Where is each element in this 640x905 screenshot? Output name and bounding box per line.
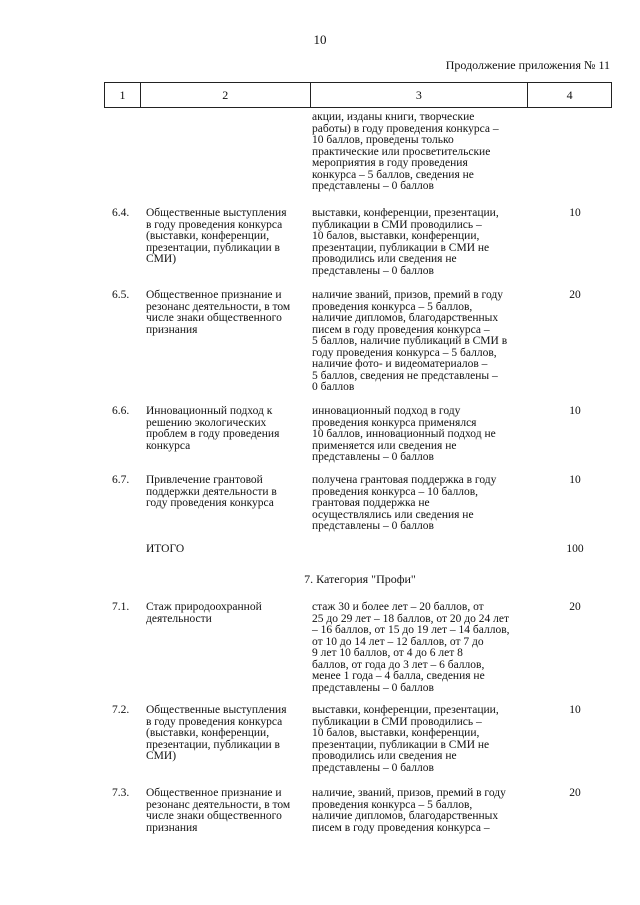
criteria-line: 10 балов, выставки, конференции, bbox=[312, 727, 480, 739]
total-points: 100 bbox=[566, 543, 584, 555]
criteria-line: практические или просветительские bbox=[312, 145, 491, 158]
row-number: 6.4. bbox=[112, 207, 130, 219]
criteria-line: наличие дипломов, благодарственных bbox=[312, 312, 499, 324]
criteria-line: выставки, конференции, презентации, bbox=[312, 704, 499, 716]
criteria-line: выставки, конференции, презентации, bbox=[312, 207, 499, 219]
indicator-line: в году проведения конкурса bbox=[146, 715, 283, 728]
row-criteria bbox=[312, 290, 528, 394]
row-criteria bbox=[312, 406, 528, 464]
row-points: 10 bbox=[569, 474, 581, 486]
indicator-line: Общественные выступления bbox=[146, 704, 287, 716]
row-indicator bbox=[146, 208, 302, 266]
criteria-line: проводились или сведения не bbox=[312, 253, 457, 265]
criteria-line: применяется или сведения не bbox=[312, 439, 457, 452]
criteria-line: – 16 баллов, от 15 до 19 лет – 14 баллов, bbox=[312, 624, 510, 636]
page-number: 10 bbox=[313, 32, 327, 47]
criteria-line: проведения конкурса – 10 баллов, bbox=[312, 485, 479, 498]
criteria-line: представлены – 0 баллов bbox=[312, 761, 434, 774]
row-indicator bbox=[146, 475, 302, 510]
column-header-3: 3 bbox=[310, 83, 528, 108]
criteria-line: 9 лет 10 баллов, от 4 до 6 лет 8 bbox=[312, 647, 463, 659]
criteria-line: акции, изданы книги, творческие bbox=[312, 111, 475, 123]
criteria-line: представлены – 0 баллов bbox=[312, 180, 434, 192]
criteria-line: осуществлялись или сведения не bbox=[312, 508, 474, 521]
row-points: 20 bbox=[569, 601, 581, 613]
indicator-line: СМИ) bbox=[146, 253, 177, 265]
criteria-line: наличие фото- и видеоматериалов – bbox=[312, 358, 488, 370]
row-points: 20 bbox=[569, 787, 581, 799]
criteria-line: публикации в СМИ проводились – bbox=[312, 715, 482, 728]
criteria-line: получена грантовая поддержка в году bbox=[312, 474, 497, 486]
row-points: 10 bbox=[569, 405, 581, 417]
criteria-line: 5 баллов, сведения не представлены – bbox=[312, 369, 498, 382]
indicator-line: признания bbox=[146, 323, 198, 336]
criteria-line: работы) в году проведения конкурса – bbox=[312, 122, 499, 135]
row-criteria bbox=[312, 705, 528, 774]
criteria-line: представлены – 0 баллов bbox=[312, 681, 434, 694]
indicator-line: (выставки, конференции, bbox=[146, 727, 270, 739]
criteria-line: году проведения конкурса – 5 баллов, bbox=[312, 346, 497, 359]
row-number: 7.3. bbox=[112, 787, 130, 799]
criteria-line: публикации в СМИ проводились – bbox=[312, 218, 482, 231]
indicator-line: Инновационный подход к bbox=[146, 405, 273, 417]
column-header-row bbox=[105, 83, 612, 108]
criteria-line: мероприятия в году проведения bbox=[312, 157, 468, 169]
criteria-line: проведения конкурса применялся bbox=[312, 416, 477, 429]
criteria-line: проводились или сведения не bbox=[312, 750, 457, 762]
indicator-line: Общественное признание и bbox=[146, 787, 282, 799]
criteria-line: наличие дипломов, благодарственных bbox=[312, 810, 499, 822]
indicator-line: презентации, публикации в bbox=[146, 241, 280, 254]
total-label: ИТОГО bbox=[146, 543, 185, 555]
criteria-line: 5 баллов, наличие публикаций в СМИ в bbox=[312, 335, 508, 347]
indicator-line: конкурса bbox=[146, 439, 191, 452]
row-number: 7.2. bbox=[112, 704, 130, 716]
row-points: 10 bbox=[569, 207, 581, 219]
criteria-line: менее 1 года – 4 балла, сведения не bbox=[312, 670, 485, 682]
row-indicator bbox=[146, 406, 302, 452]
indicator-line: проблем в году проведения bbox=[146, 428, 280, 440]
row-number: 6.6. bbox=[112, 405, 130, 417]
row-indicator bbox=[146, 705, 302, 763]
criteria-line: грантовая поддержка не bbox=[312, 497, 430, 509]
column-header-table bbox=[104, 82, 612, 108]
criteria-line: 0 баллов bbox=[312, 381, 355, 393]
criteria-line: представлены – 0 баллов bbox=[312, 451, 434, 463]
criteria-line: инновационный подход в году bbox=[312, 405, 461, 417]
row-indicator bbox=[146, 290, 302, 336]
indicator-line: числе знаки общественного bbox=[146, 810, 282, 822]
criteria-line: представлены – 0 баллов bbox=[312, 520, 434, 532]
row-criteria bbox=[312, 602, 528, 694]
row-number: 7.1. bbox=[112, 601, 130, 613]
indicator-line: Привлечение грантовой bbox=[146, 474, 263, 486]
row-number: 6.5. bbox=[112, 289, 130, 301]
indicator-line: Стаж природоохранной bbox=[146, 601, 262, 613]
indicator-line: (выставки, конференции, bbox=[146, 230, 270, 242]
section-heading: 7. Категория "Профи" bbox=[304, 572, 416, 586]
indicator-line: Общественное признание и bbox=[146, 289, 282, 301]
indicator-line: в году проведения конкурса bbox=[146, 218, 283, 231]
row-points: 20 bbox=[569, 289, 581, 301]
row-indicator bbox=[146, 788, 302, 834]
criteria-line: стаж 30 и более лет – 20 баллов, от bbox=[312, 601, 484, 613]
indicator-line: числе знаки общественного bbox=[146, 312, 282, 324]
indicator-line: презентации, публикации в bbox=[146, 738, 280, 751]
indicator-line: СМИ) bbox=[146, 750, 177, 762]
criteria-line: наличие званий, призов, премий в году bbox=[312, 289, 503, 301]
criteria-line: конкурса – 5 баллов, сведения не bbox=[312, 168, 474, 181]
indicator-line: Общественные выступления bbox=[146, 207, 287, 219]
criteria-line: наличие, званий, призов, премий в году bbox=[312, 787, 506, 799]
row-criteria bbox=[312, 208, 528, 277]
criteria-line: писем в году проведения конкурса – bbox=[312, 821, 490, 834]
criteria-line: 25 до 29 лет – 18 баллов, от 20 до 24 лет bbox=[312, 612, 510, 625]
row-criteria bbox=[312, 112, 528, 193]
row-points: 10 bbox=[569, 704, 581, 716]
indicator-line: деятельности bbox=[146, 612, 212, 625]
indicator-line: признания bbox=[146, 821, 198, 834]
criteria-line: представлены – 0 баллов bbox=[312, 264, 434, 277]
indicator-line: году проведения конкурса bbox=[146, 497, 274, 509]
criteria-line: презентации, публикации в СМИ не bbox=[312, 241, 490, 254]
row-criteria bbox=[312, 788, 528, 834]
row-number: 6.7. bbox=[112, 474, 130, 486]
indicator-line: резонанс деятельности, в том bbox=[146, 300, 291, 313]
column-header-4: 4 bbox=[528, 83, 612, 108]
column-header-1: 1 bbox=[105, 83, 141, 108]
criteria-line: проведения конкурса – 5 баллов, bbox=[312, 798, 473, 811]
criteria-line: от 10 до 14 лет – 12 баллов, от 7 до bbox=[312, 635, 484, 648]
continuation-label: Продолжение приложения № 11 bbox=[445, 58, 610, 72]
criteria-line: писем в году проведения конкурса – bbox=[312, 323, 490, 336]
criteria-line: презентации, публикации в СМИ не bbox=[312, 738, 490, 751]
criteria-line: 10 балов, выставки, конференции, bbox=[312, 230, 480, 242]
indicator-line: резонанс деятельности, в том bbox=[146, 798, 291, 811]
criteria-line: 10 баллов, проведены только bbox=[312, 134, 454, 146]
column-header-2: 2 bbox=[140, 83, 310, 108]
indicator-line: поддержки деятельности в bbox=[146, 485, 277, 498]
row-criteria bbox=[312, 475, 528, 533]
indicator-line: решению экологических bbox=[146, 416, 267, 429]
row-indicator bbox=[146, 602, 302, 625]
criteria-line: 10 баллов, инновационный подход не bbox=[312, 428, 496, 440]
criteria-line: проведения конкурса – 5 баллов, bbox=[312, 300, 473, 313]
criteria-line: баллов, от года до 3 лет – 6 баллов, bbox=[312, 658, 485, 671]
